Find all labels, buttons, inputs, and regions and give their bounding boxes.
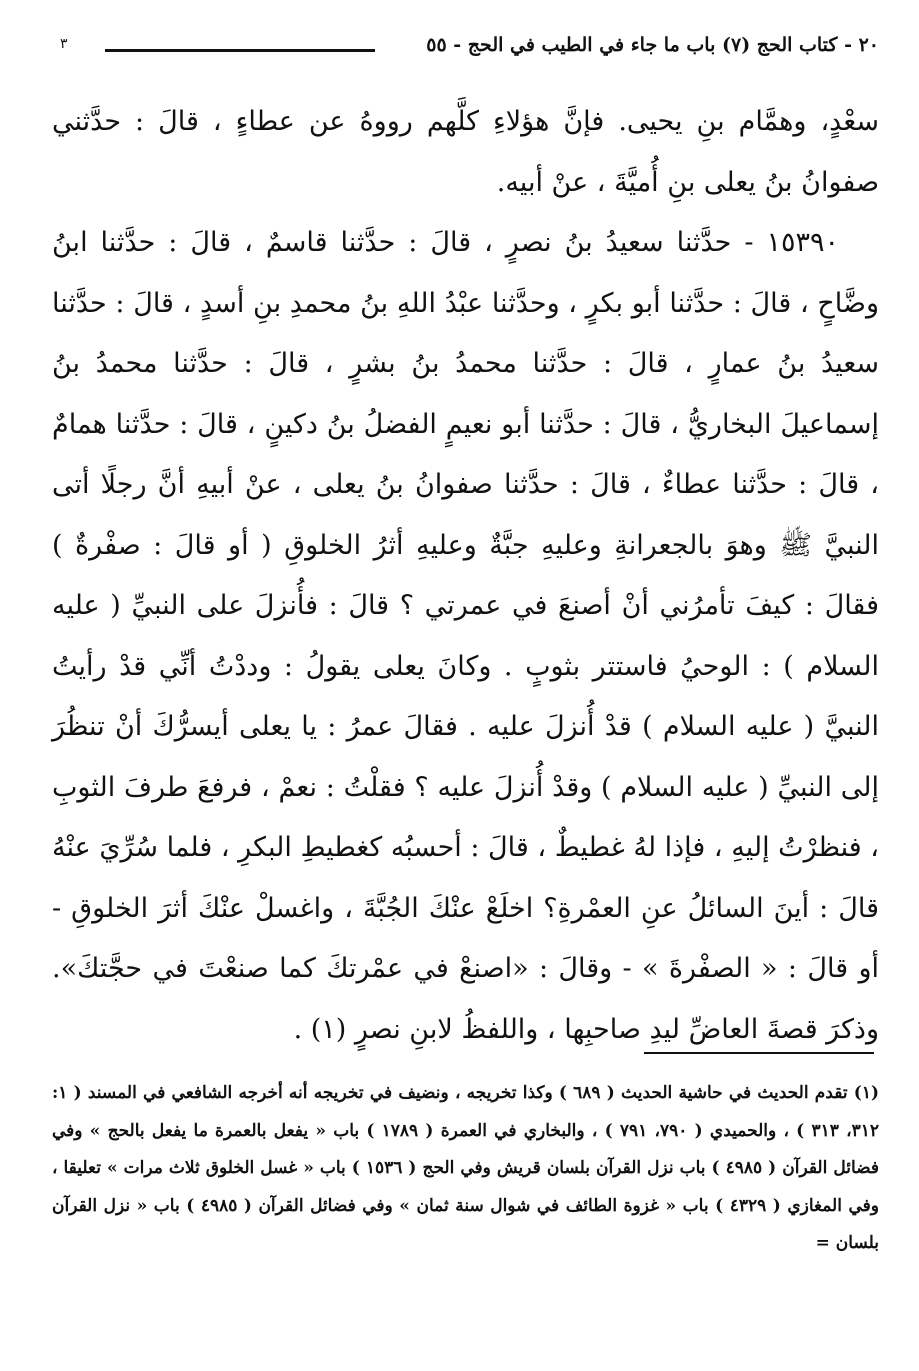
footnote-divider	[644, 1052, 874, 1054]
corner-mark: ٣	[60, 36, 68, 52]
footnotes-section	[52, 1075, 879, 1263]
header-rule	[105, 49, 375, 52]
running-head: ٢٠ - كتاب الحج (٧) باب ما جاء في الطيب في الحج - ٥٥	[426, 34, 879, 56]
page-header	[60, 34, 879, 74]
footnote-1: (١) تقدم الحديث في حاشية الحديث ( ٦٨٩ ) وكذا تخريجه ، ونضيف في تخريجه أنه أخرجه الشافعي في المسند ( ١: ٣١٢، ٣١٣ ) ، والحميدي ( ٧٩٠، ٧٩١ ) ، والبخاري في العمرة ( ١٧٨٩ ) باب « يفعل بالعمرة ما يفعل بالحج » وفي فضائل القرآن ( ٤٩٨٥ ) باب نزل القرآن بلسان قريش وفي الحج ( ١٥٣٦ ) باب « غسل الخلوق ثلاث مرات » تعليقا ، وفي المغازي ( ٤٣٢٩ ) باب « غزوة الطائف في شوال سنة ثمان » وفي فضائل القرآن ( ٤٩٨٥ ) باب « نزل القرآن بلسان =	[52, 1083, 880, 1253]
main-text	[52, 92, 879, 1060]
paragraph-hadith-15390: ١٥٣٩٠ - حدَّثنا سعيدُ بنُ نصرٍ ، قالَ : حدَّثنا قاسمٌ ، قالَ : حدَّثنا ابنُ وضَّاحٍ ، قالَ : حدَّثنا أبو بكرٍ ، وحدَّثنا عبْدُ اللهِ بنُ محمدِ بنِ أسدٍ ، قالَ : حدَّثنا سعيدُ بنُ عمارٍ ، قالَ : حدَّثنا محمدُ بنُ بشرٍ ، قالَ : حدَّثنا محمدُ بنُ إسماعيلَ البخاريُّ ، قالَ : حدَّثنا أبو نعيمٍ الفضلُ بنُ دكينٍ ، قالَ : حدَّثنا همامٌ ، قالَ : حدَّثنا عطاءٌ ، قالَ : حدَّثنا صفوانُ بنُ يعلى ، عنْ أبيهِ أنَّ رجلًا أتى النبيَّ ﷺ وهوَ بالجعرانةِ وعليهِ جبَّةٌ وعليهِ أثرُ الخلوقِ ( أو قالَ : صفْرةٌ ) فقالَ : كيفَ تأمرُني أنْ أصنعَ في عمرتي ؟ قالَ : فأُنزلَ على النبيِّ ( عليه السلام ) : الوحيُ فاستتر بثوبٍ . وكانَ يعلى يقولُ : وددْتُ أنِّي قدْ رأيتُ النبيَّ ( عليه السلام ) قدْ أُنزلَ عليه . فقالَ عمرُ : يا يعلى أيسرُّكَ أنْ تنظُرَ إلى النبيِّ ( عليه السلام ) وقدْ أُنزلَ عليه ؟ فقلْتُ : نعمْ ، فرفعَ طرفَ الثوبِ ، فنظرْتُ إليهِ ، فإذا لهُ غطيطٌ ، قالَ : أحسبُه كغطيطِ البكرِ ، فلما سُرِّيَ عنْهُ قالَ : أينَ السائلُ عنِ العمْرةِ؟ اخلَعْ عنْكَ الجُبَّةَ ، واغسلْ عنْكَ أثرَ الخلوقِ - أو قالَ : « الصفْرةَ » - وقالَ : «اصنعْ في عمْرتكَ كما صنعْتَ في حجَّتكَ». وذكرَ قصةَ العاضِّ ليدِ صاحبِها ، واللفظُ لابنِ نصرٍ (١) .	[52, 227, 879, 1045]
paragraph-continuation: سعْدٍ، وهمَّام بنِ يحيى. فإنَّ هؤلاءِ كلَّهم رووهُ عن عطاءٍ ، قالَ : حدَّثني صفوانُ بنُ يعلى بنِ أُميَّةَ ، عنْ أبيه.	[52, 106, 879, 198]
